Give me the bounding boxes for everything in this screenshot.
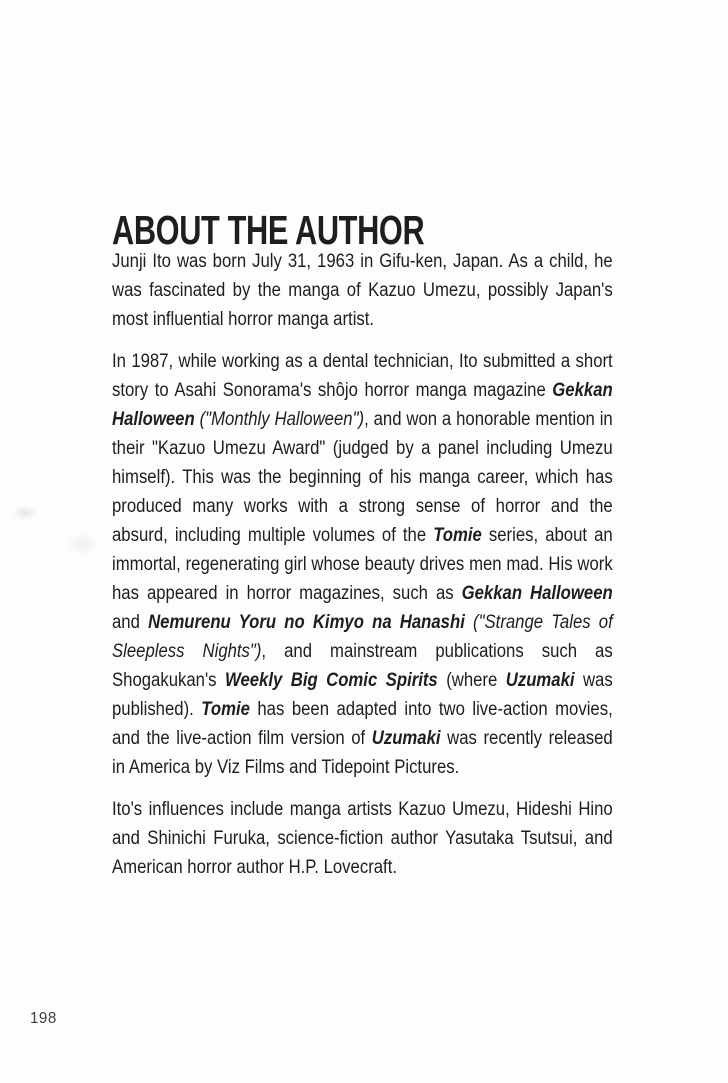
body-text-run: was published). <box>112 670 613 720</box>
body-text-run: was recently released in America by Viz Films and Tidepoint Pictures. <box>112 728 613 778</box>
scan-smudge <box>66 532 100 556</box>
author-bio-text <box>112 247 613 895</box>
body-text-run: , and won a honorable mention in their "Kazuo Umezu Award" (judged by a panel including Umezu himself). This was the beginning of his manga career, which has produced many works with a strong sense of horror and the absurd, including multiple volumes of the <box>112 409 613 546</box>
translation-emphasis: ("Strange Tales of Sleepless Nights") <box>112 612 613 662</box>
title-emphasis: Nemurenu Yoru no Kimyo na Hanashi <box>148 612 465 633</box>
body-text-run: , and mainstream publications such as Shogakukan's <box>112 641 613 691</box>
scan-smudge <box>12 505 38 521</box>
title-emphasis: Gekkan Halloween <box>112 380 613 430</box>
title-emphasis: Uzumaki <box>371 728 441 749</box>
body-text-run: Ito's influences include manga artists Kazuo Umezu, Hideshi Hino and Shinichi Furuka, science-fiction author Yasutaka Tsutsui, and American horror author H.P. Lovecraft. <box>112 799 613 878</box>
body-text-run: series, about an immortal, regenerating girl whose beauty drives men mad. His work has appeared in horror magazines, such as <box>112 525 613 604</box>
title-emphasis: Weekly Big Comic Spirits <box>224 670 438 691</box>
body-text-run <box>465 612 473 633</box>
paragraph <box>112 247 613 334</box>
body-text-run: (where <box>437 670 506 691</box>
title-emphasis: Gekkan Halloween <box>461 583 613 604</box>
title-emphasis: Uzumaki <box>505 670 575 691</box>
title-emphasis: Tomie <box>201 699 250 720</box>
body-text-run: and <box>112 612 149 633</box>
page-title: ABOUT THE AUTHOR <box>112 207 425 254</box>
body-text-run: has been adapted into two live-action movies, and the live-action film version of <box>112 699 613 749</box>
page-number: 198 <box>30 1010 57 1027</box>
paragraph <box>112 795 613 882</box>
body-text-run: Junji Ito was born July 31, 1963 in Gifu-ken, Japan. As a child, he was fascinated by the manga of Kazuo Umezu, possibly Japan's most influential horror manga artist. <box>112 251 613 330</box>
title-emphasis: Tomie <box>433 525 482 546</box>
translation-emphasis: ("Monthly Halloween") <box>199 409 365 430</box>
paragraph <box>112 347 613 782</box>
body-text-run: In 1987, while working as a dental technician, Ito submitted a short story to Asahi Sonorama's shôjo horror manga magazine <box>112 351 613 401</box>
